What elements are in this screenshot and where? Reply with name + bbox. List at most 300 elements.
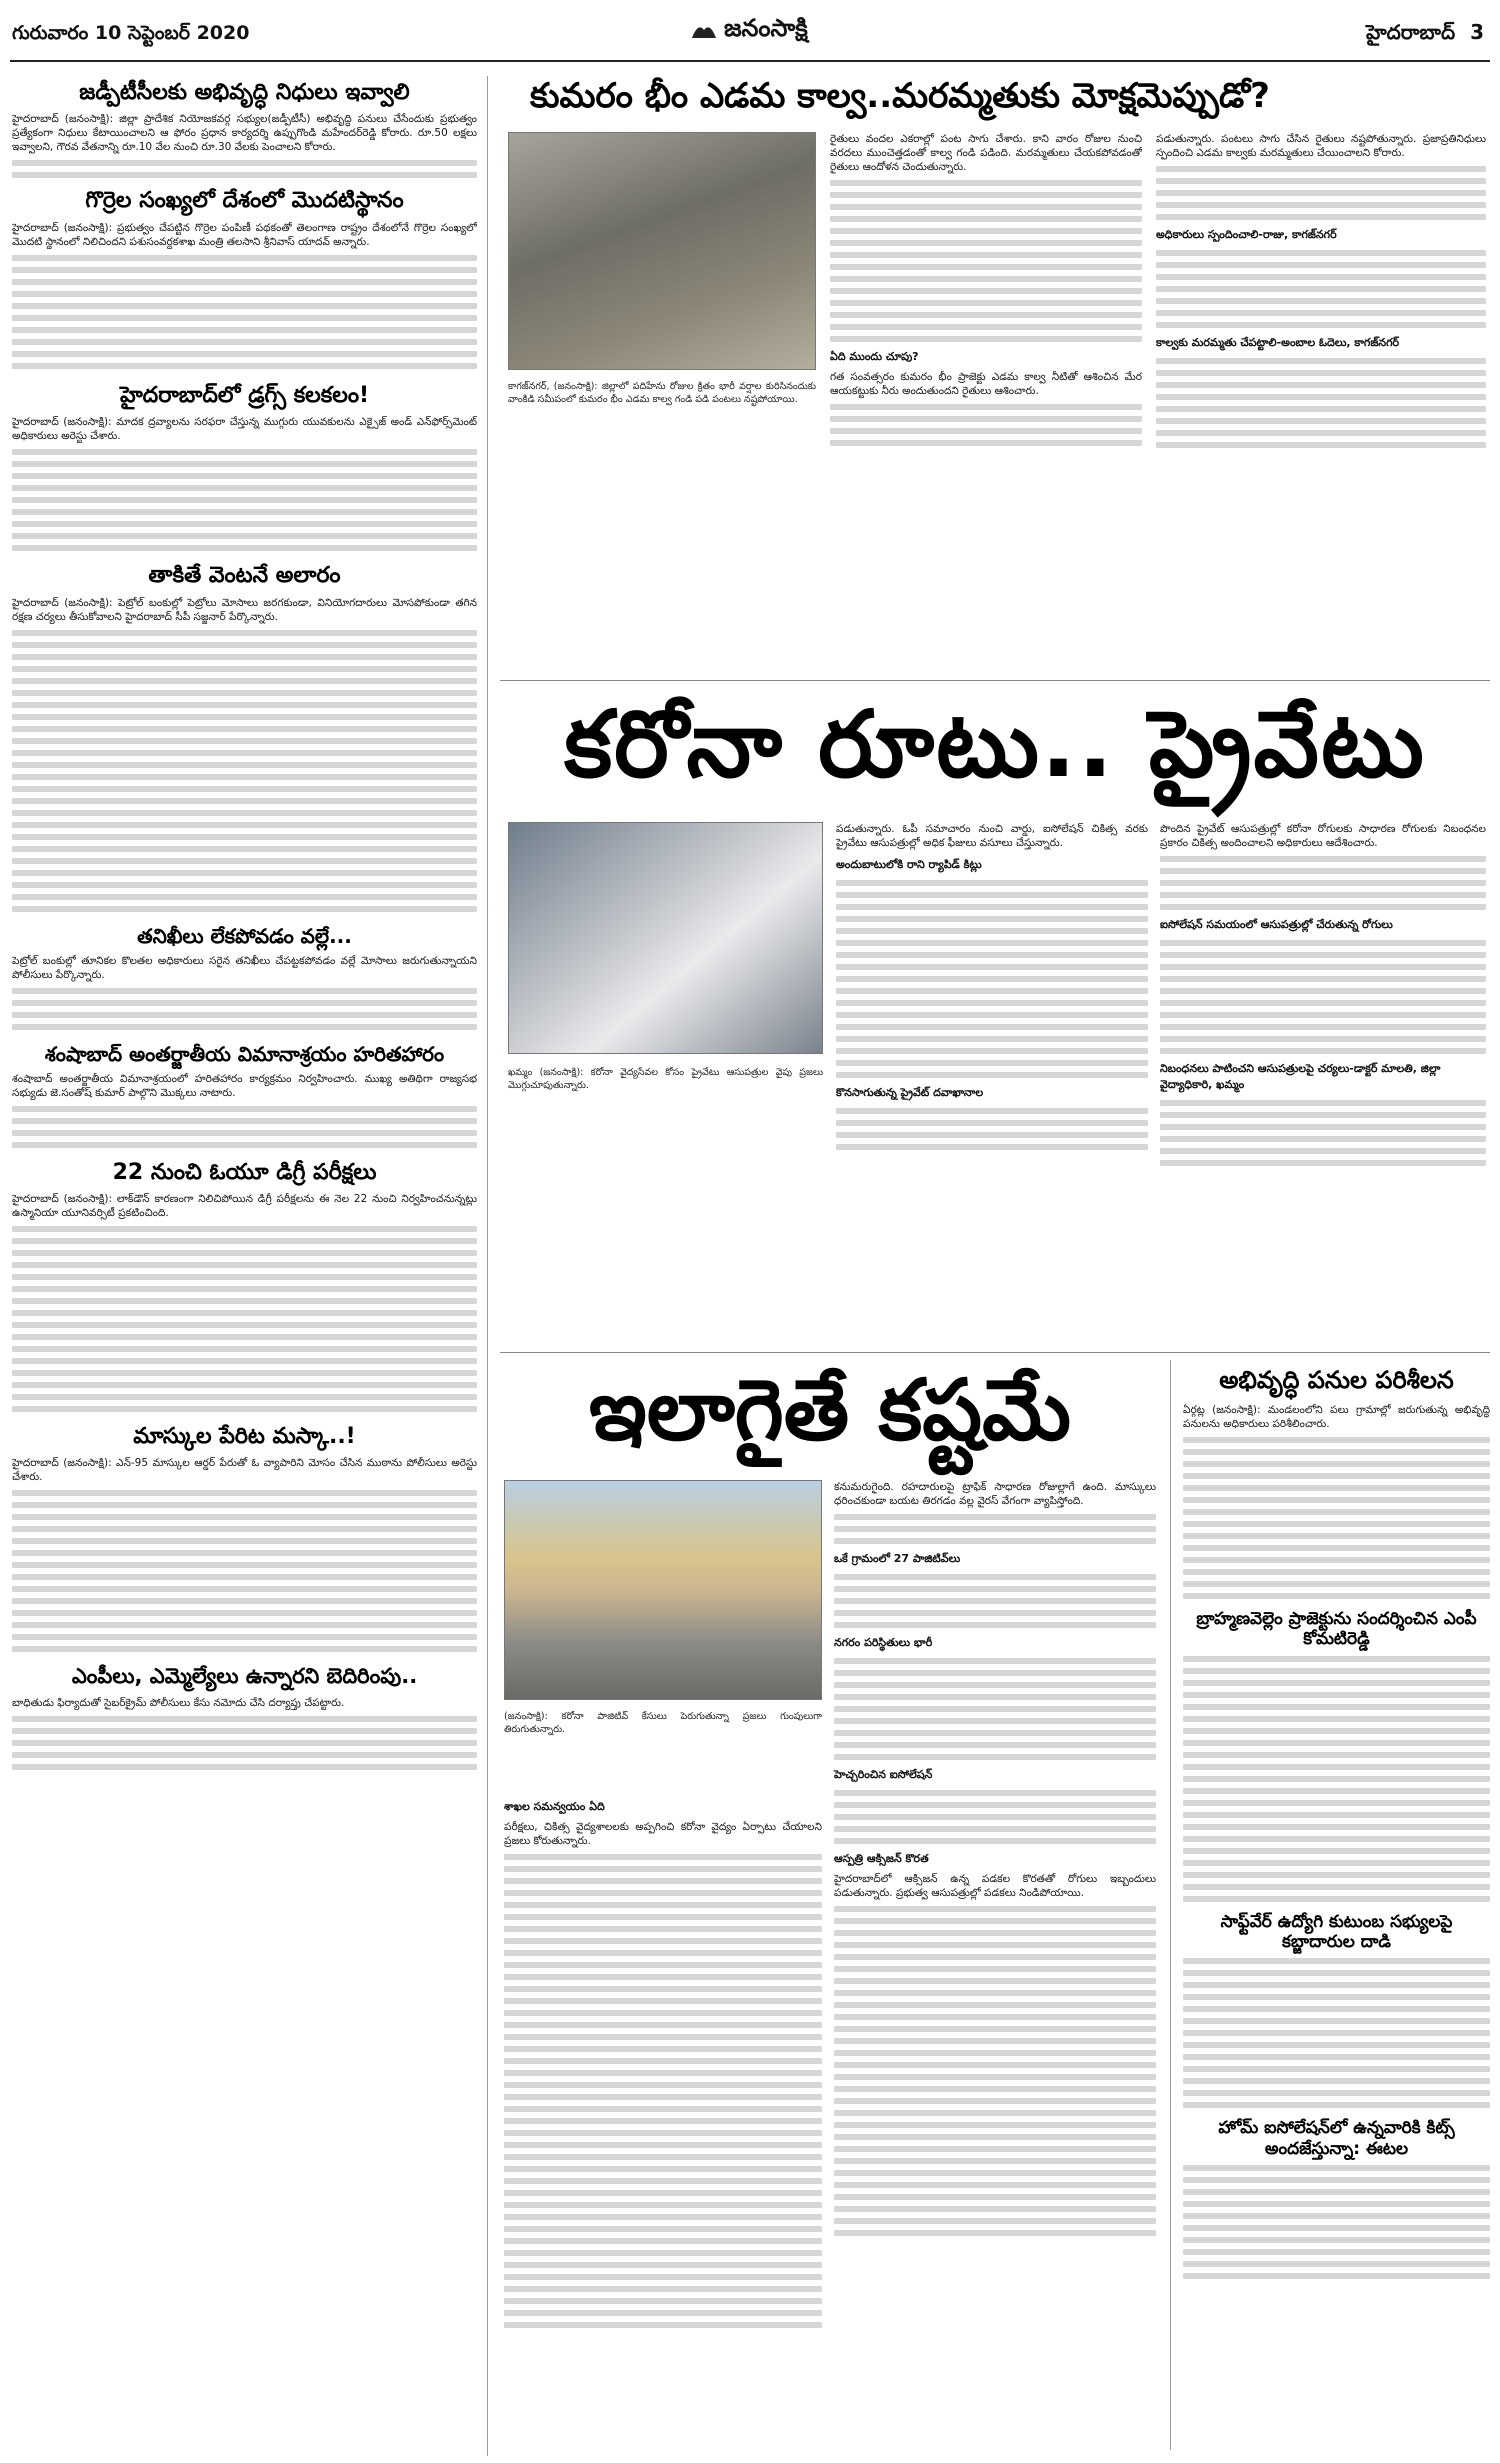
text-line (12, 858, 477, 864)
text-line (1183, 1521, 1490, 1527)
text-line (836, 1000, 1148, 1006)
text-line (12, 1286, 477, 1292)
text-line (12, 160, 477, 166)
text-line (12, 521, 477, 527)
text-line (1183, 1656, 1490, 1662)
column-2 (834, 1480, 1156, 2440)
text-line (12, 1752, 477, 1758)
text-line (1160, 1024, 1486, 1030)
text-line (12, 630, 477, 636)
text-line (1183, 1485, 1490, 1491)
text-line (1183, 2030, 1490, 2036)
text-line (834, 1730, 1156, 1736)
text-line (12, 1406, 477, 1412)
text-line (1183, 1581, 1490, 1587)
text-line (12, 798, 477, 804)
text-line (830, 276, 1142, 282)
text-line (1156, 322, 1486, 328)
text-line (504, 1938, 822, 1944)
text-line (830, 440, 1142, 446)
brief-text: బాధితుడు ఫిర్యాదుతో సైబర్‌క్రైమ్‌ పోలీసులు కేసు నమోదు చేసి దర్యాప్తు చేపట్టారు. (12, 1696, 345, 1709)
text-line (830, 216, 1142, 222)
subhead: సాఫ్ట్‌వేర్‌ ఉద్యోగి కుటుంబ సభ్యులపై కబ్జాదారుల దాడి (1220, 1911, 1453, 1952)
text-line (1156, 430, 1486, 436)
text-line (12, 774, 477, 780)
brief-exams (12, 1160, 477, 1412)
brief-threats (12, 1664, 477, 1769)
text-line (12, 1634, 477, 1640)
text-line (834, 1838, 1156, 1844)
text-line (12, 1012, 477, 1018)
subhead: కాల్వకు మరమ్మతు చేపట్టాలి-అంబాల ఓదెలు, కాగజ్‌నగర్‌ (1156, 336, 1400, 349)
text-line (1183, 1449, 1490, 1455)
text-line (834, 1802, 1156, 1808)
text-line (12, 1598, 477, 1604)
text-line (504, 1950, 822, 1956)
brief-drugs (12, 383, 477, 551)
text-line (504, 2046, 822, 2052)
text-line (830, 192, 1142, 198)
text-line (12, 1490, 477, 1496)
text-line (830, 204, 1142, 210)
text-line (834, 1966, 1156, 1972)
text-line (12, 1646, 477, 1652)
text-line (504, 2034, 822, 2040)
text-line (834, 2002, 1156, 2008)
brief-text: హైదరాబాద్‌ (జనంసాక్షి): జిల్లా ప్రాదేశిక నియోజకవర్గ సభ్యుల(జడ్పీటీసీ) అభివృద్ధి పనులు చేసేందుకు ప్రభుత్వం ప్రత్యేకంగా నిధులు కేటాయించాలని ఆ ఫోరం ప్రధాన కార్యదర్శి ఉప్పుగొండి మహేందర్‌రెడ్డి కోరారు. రూ.50 లక్షలు ఇవ్వాలని, గౌరవ వేతనాన్ని రూ.10 వేల నుంచి రూ.30 వేలకు పెంచాలని కోరారు. (12, 113, 477, 154)
text-line (834, 1706, 1156, 1712)
brief-headline: హైదరాబాద్‌లో డ్రగ్స్‌ కలకలం! (119, 382, 370, 408)
text-line (1160, 904, 1486, 910)
text-line (1183, 1752, 1490, 1758)
story-headline: అభివృద్ధి పనుల పరిశీలన (1219, 1366, 1454, 1394)
text-line (1183, 2213, 1490, 2219)
text-line (504, 2106, 822, 2112)
text-line (834, 1610, 1156, 1616)
text-line (504, 2010, 822, 2016)
text-line (1183, 1896, 1490, 1902)
photo-caption: (జనంసాక్షి): కరోనా పాజిటివ్‌ కేసులు పెరుగుతున్నా ప్రజలు గుంపులుగా తిరుగుతున్నారు. (504, 1711, 822, 1735)
text-line (12, 1740, 477, 1746)
text-line (12, 1358, 477, 1364)
text-line (12, 810, 477, 816)
text-line (12, 1024, 477, 1030)
brief-text: పెట్రోల్‌ బంకుల్లో తూనికల కొలతల అధికారులు సరైన తనిఖీలు చేపట్టకపోవడం వల్లే మోసాలు జరుగుతున్నాయని పోలీసులు పేర్కొన్నారు. (12, 954, 477, 981)
text-line (12, 255, 477, 261)
text-line (12, 327, 477, 333)
text-line (1183, 2189, 1490, 2195)
text-line (12, 1514, 477, 1520)
column-2 (1160, 822, 1486, 1332)
text-line (834, 1742, 1156, 1748)
brief-text: హైదరాబాద్‌ (జనంసాక్షి): మాదక ద్రవ్యాలను సరఫరా చేస్తున్న ముగ్గురు యువకులను ఎక్సైజ్‌ అండ్‌ ఎన్‌ఫోర్స్‌మెంట్‌ అధికారులు అరెస్టు చేశారు. (12, 416, 477, 443)
text-line (12, 545, 477, 551)
text-line (830, 264, 1142, 270)
text-line (834, 1754, 1156, 1760)
text-line (504, 2238, 822, 2244)
canal-photo (508, 132, 816, 370)
text-line (504, 2274, 822, 2280)
text-line (12, 363, 477, 369)
text-line (1183, 1545, 1490, 1551)
text-line (1160, 1048, 1486, 1054)
text-line (836, 940, 1148, 946)
text-line (834, 2158, 1156, 2164)
photo-caption: కాగజ్‌నగర్‌, (జనంసాక్షి): జిల్లాలో పదిహేను రోజుల క్రితం భారీ వర్షాల కురిసినందుకు వాంకిడి సమీపంలో కుమరం భీం ఎడమ కాల్వ గండి పడి పంటలు నష్టపోయాయి. (508, 381, 816, 405)
text-line (1183, 1958, 1490, 1964)
text-line (1183, 1994, 1490, 2000)
text-line (504, 2190, 822, 2196)
text-line (830, 404, 1142, 410)
text-line (12, 172, 477, 178)
text-line (1183, 1437, 1490, 1443)
text-line (834, 2182, 1156, 2188)
subhead: నగరం పరిస్థితులు భారీ (834, 1636, 933, 1649)
text-line (836, 928, 1148, 934)
brief-alarm (12, 563, 477, 911)
text-line (504, 2166, 822, 2172)
text-line (836, 1060, 1148, 1066)
text-line (834, 1990, 1156, 1996)
text-line (1183, 1800, 1490, 1806)
text-line (834, 1658, 1156, 1664)
text-line (1160, 952, 1486, 958)
text-line (1160, 880, 1486, 886)
hospital-photo (508, 822, 823, 1054)
text-line (834, 2230, 1156, 2236)
text-line (12, 449, 477, 455)
text-line (1183, 1848, 1490, 1854)
text-line (12, 1000, 477, 1006)
story-kumaram (500, 76, 1490, 674)
text-line (504, 2310, 822, 2316)
text-line (1160, 1148, 1486, 1154)
text-line (1183, 1461, 1490, 1467)
text-line (834, 1514, 1156, 1520)
text-line (834, 2026, 1156, 2032)
text-line (1183, 1473, 1490, 1479)
issue-date: గురువారం 10 సెప్టెంబర్ 2020 (12, 22, 250, 44)
text-line (12, 1586, 477, 1592)
text-line (12, 1298, 477, 1304)
text-line (834, 1694, 1156, 1700)
text-line (1160, 1124, 1486, 1130)
text-line (834, 2146, 1156, 2152)
text-line (504, 1914, 822, 1920)
text-line (1183, 2165, 1490, 2171)
story-text: పొందిన ప్రైవేట్‌ ఆసుపత్రుల్లో కరోనా రోగులకు సాధారణ రోగులకు నిబంధనల ప్రకారం చికిత్స అందించాలని అధికారులు ఆదేశించారు. (1160, 823, 1486, 849)
text-line (1156, 286, 1486, 292)
text-line (1183, 1824, 1490, 1830)
text-line (12, 279, 477, 285)
text-line (834, 2062, 1156, 2068)
text-line (504, 2058, 822, 2064)
text-line (12, 1310, 477, 1316)
subhead: హోమ్‌ ఐసోలేషన్‌లో ఉన్నవారికి కిట్స్‌ అందజేస్తున్నా: ఈటల (1218, 2118, 1455, 2159)
section-divider (500, 680, 1490, 681)
text-line (836, 1144, 1148, 1150)
text-line (834, 1814, 1156, 1820)
story-text: రైతులు వందల ఎకరాల్లో పంట సాగు చేశారు. కాని వారం రోజుల నుంచి వరదలు ముంచెత్తడంతో కాల్వ గండి పడింది. మరమ్మతులు చేయకపోవడంతో రైతులు ఆందోళన చెందుతున్నారు. (830, 133, 1142, 173)
text-line (1183, 2261, 1490, 2267)
text-line (504, 2250, 822, 2256)
text-line (1156, 394, 1486, 400)
text-line (830, 324, 1142, 330)
city-name: హైదరాబాద్ (1366, 20, 1456, 44)
text-line (1183, 1668, 1490, 1674)
text-line (12, 533, 477, 539)
masthead-rule (10, 60, 1490, 62)
text-line (1160, 1012, 1486, 1018)
text-line (834, 2110, 1156, 2116)
brief-headline: ఎంపీలు, ఎమ్మెల్యేలు ఉన్నారని బెదిరింపు.. (71, 1664, 418, 1689)
text-line (1156, 250, 1486, 256)
text-line (836, 880, 1148, 886)
text-line (834, 2014, 1156, 2020)
text-line (834, 2038, 1156, 2044)
story-corona (500, 690, 1490, 1350)
text-line (12, 1274, 477, 1280)
text-line (12, 1262, 477, 1268)
text-line (1156, 274, 1486, 280)
text-line (1156, 442, 1486, 448)
text-line (12, 1250, 477, 1256)
text-line (834, 2050, 1156, 2056)
section-divider (500, 1352, 1490, 1353)
text-line (836, 964, 1148, 970)
left-column (12, 76, 488, 2456)
subhead: ఆస్పత్రి ఆక్సిజన్‌ కొరత (834, 1852, 929, 1865)
text-line (1160, 988, 1486, 994)
text-line (12, 1574, 477, 1580)
text-line (830, 428, 1142, 434)
text-line (12, 988, 477, 994)
text-line (836, 952, 1148, 958)
text-line (1183, 1593, 1490, 1599)
text-line (836, 1048, 1148, 1054)
text-line (12, 1526, 477, 1532)
story-text: కనుమరుగైంది. రహదారులపై ట్రాఫిక్‌ సాధారణ రోజుల్లాగే ఉంది. మాస్కులు ధరించకుండా బయట తిరగడం వల్ల వైరస్‌ వేగంగా వ్యాపిస్తోంది. (834, 1481, 1156, 1507)
text-line (1183, 1509, 1490, 1515)
story-text: పడుతున్నారు. ఓపీ సమాచారం నుంచి వార్డు, ఐసోలేషన్‌ చికిత్స వరకు ప్రైవేటు ఆసుపత్రుల్లో అధిక ఫీజులు వసూలు చేస్తున్నారు. (836, 823, 1148, 849)
text-line (12, 846, 477, 852)
text-line (12, 1346, 477, 1352)
text-line (836, 1132, 1148, 1138)
text-line (1183, 1860, 1490, 1866)
text-line (1160, 1136, 1486, 1142)
text-line (12, 291, 477, 297)
text-line (12, 906, 477, 912)
text-line (836, 916, 1148, 922)
subhead: నిబంధనలు పాటించని ఆసుపత్రులపై చర్యలు-డాక్టర్‌ మాలతి, జిల్లా వైద్యాధికారి, ఖమ్మం (1160, 1062, 1441, 1091)
text-line (834, 1682, 1156, 1688)
crowd-photo (504, 1480, 822, 1700)
text-line (1183, 2249, 1490, 2255)
text-line (504, 2094, 822, 2100)
text-line (1183, 2225, 1490, 2231)
text-line (12, 1370, 477, 1376)
text-line (1183, 2177, 1490, 2183)
text-line (12, 1334, 477, 1340)
story-text: ఏర్గట్ల (జనంసాక్షి): మండలంలోని పలు గ్రామాల్లో జరుగుతున్న అభివృద్ధి పనులను అధికారులు పరిశీలించారు. (1183, 1403, 1490, 1430)
text-line (504, 2202, 822, 2208)
brief-text: హైదరాబాద్‌ (జనంసాక్షి): ఎన్‌-95 మాస్కుల ఆర్డర్‌ పేరుతో ఓ వ్యాపారిని మోసం చేసిన ముఠాను పోలీసులు అరెస్టు చేశారు. (12, 1457, 477, 1484)
text-line (1183, 2042, 1490, 2048)
text-line (1183, 1872, 1490, 1878)
text-line (12, 870, 477, 876)
text-line (834, 2122, 1156, 2128)
text-line (504, 2154, 822, 2160)
brief-headline: మాస్కుల పేరిట మస్కా..! (133, 1423, 356, 1449)
text-line (1183, 1728, 1490, 1734)
text-line (504, 1854, 822, 1860)
text-line (830, 300, 1142, 306)
text-line (1183, 1680, 1490, 1686)
text-line (1183, 1740, 1490, 1746)
text-line (834, 1718, 1156, 1724)
subhead: అందుబాటులోకి రాని ర్యాపిడ్‌ కిట్లు (836, 858, 982, 871)
text-line (504, 2322, 822, 2328)
text-line (1160, 964, 1486, 970)
brief-text: హైదరాబాద్‌ (జనంసాక్షి): ప్రభుత్వం చేపట్టిన గొర్రెల పంపిణీ పథకంతో తెలంగాణ రాష్ట్రం దేశంలోనే గొర్రెల సంఖ్యలో మొదటి స్థానంలో నిలిచిందని పశుసంవర్ధకశాఖ మంత్రి తలసాని శ్రీనివాస్‌ యాదవ్‌ అన్నారు. (12, 221, 477, 248)
story-development (1170, 1360, 1490, 2450)
text-line (834, 1978, 1156, 1984)
text-line (12, 497, 477, 503)
text-line (12, 1382, 477, 1388)
text-line (12, 1142, 477, 1148)
story-text: గత సంవత్సరం కుమరం భీం ప్రాజెక్టు ఎడమ కాల్వ నీటితో ఆశించిన మేర ఆయకట్టుకు నీరు అందుతుందని రైతులు ఆశించారు. (830, 371, 1142, 397)
text-line (12, 509, 477, 515)
text-line (12, 750, 477, 756)
text-line (12, 666, 477, 672)
brief-airport (12, 1042, 477, 1148)
text-line (836, 976, 1148, 982)
masthead (0, 0, 1500, 70)
text-line (12, 1716, 477, 1722)
brief-text: హైదరాబాద్‌ (జనంసాక్షి): పెట్రోల్‌ బంకుల్లో పెట్రోలు మోసాలు జరగకుండా, వినియోగదారులు మోసపోకుండా తగిన రక్షణ చర్యలు తీసుకోవాలని హైదరాబాద్‌ సీపీ సజ్జనార్‌ పేర్కొన్నారు. (12, 596, 477, 623)
text-line (1160, 1100, 1486, 1106)
text-line (1183, 2201, 1490, 2207)
text-line (1156, 382, 1486, 388)
text-line (834, 1790, 1156, 1796)
text-line (504, 2070, 822, 2076)
text-line (834, 1942, 1156, 1948)
text-line (504, 1998, 822, 2004)
text-line (834, 1526, 1156, 1532)
text-line (836, 1012, 1148, 1018)
text-line (504, 1926, 822, 1932)
text-line (1183, 2273, 1490, 2279)
text-line (1156, 310, 1486, 316)
subhead: ఏది ముందు చూపు? (830, 350, 919, 363)
text-line (12, 738, 477, 744)
story-headline: కుమరం భీం ఎడమ కాల్వ..మరమ్మతుకు మోక్షమెప్పుడో? (530, 76, 1270, 116)
brief-headline: జడ్పీటీసీలకు అభివృద్ధి నిధులు ఇవ్వాలి (79, 80, 410, 105)
text-line (834, 2098, 1156, 2104)
text-line (834, 1670, 1156, 1676)
brief-sheep (12, 188, 477, 368)
text-line (1183, 2006, 1490, 2012)
photo-caption: ఖమ్మం (జనంసాక్షి): కరోనా వైద్యసేవల కోసం ప్రైవేటు ఆసుపత్రుల వైపు ప్రజలు మొగ్గుచూపుతున్నారు. (508, 1067, 823, 1091)
text-line (504, 2130, 822, 2136)
brief-headline: శంషాబాద్‌ అంతర్జాతీయ విమానాశ్రయం హరితహారం (44, 1041, 445, 1066)
text-line (1183, 1812, 1490, 1818)
text-line (12, 1226, 477, 1232)
brief-headline: 22 నుంచి ఓయూ డిగ్రీ పరీక్షలు (112, 1159, 377, 1185)
text-line (504, 1986, 822, 1992)
paper-logo (690, 14, 808, 48)
text-line (834, 1622, 1156, 1628)
text-line (12, 303, 477, 309)
text-line (12, 822, 477, 828)
text-line (12, 894, 477, 900)
text-line (1183, 1716, 1490, 1722)
text-line (504, 2214, 822, 2220)
edition-city (1366, 20, 1484, 49)
brief-headline: తనిఖీలు లేకపోవడం వల్లే... (137, 923, 352, 948)
text-line (12, 1394, 477, 1400)
text-line (836, 1120, 1148, 1126)
text-line (1156, 214, 1486, 220)
text-line (1183, 1569, 1490, 1575)
text-line (12, 762, 477, 768)
story-headline: ఇలాగైతే కష్టమే (588, 1361, 1071, 1459)
text-line (12, 702, 477, 708)
story-headline: కరోనా రూటు.. ప్రైవేటు (564, 691, 1426, 798)
text-line (836, 988, 1148, 994)
text-line (1183, 1836, 1490, 1842)
text-line (834, 2206, 1156, 2212)
text-line (836, 1036, 1148, 1042)
text-line (834, 1826, 1156, 1832)
text-line (834, 1598, 1156, 1604)
text-line (1160, 1160, 1486, 1166)
text-line (12, 834, 477, 840)
text-line (834, 2074, 1156, 2080)
text-line (836, 1108, 1148, 1114)
text-line (834, 1586, 1156, 1592)
text-line (1160, 1036, 1486, 1042)
text-line (12, 1562, 477, 1568)
text-line (836, 892, 1148, 898)
text-line (834, 2218, 1156, 2224)
text-line (1156, 202, 1486, 208)
text-line (12, 1538, 477, 1544)
text-line (830, 228, 1142, 234)
subhead: శాఖల సమన్వయం ఏది (504, 1800, 605, 1813)
text-line (830, 336, 1142, 342)
text-line (12, 1550, 477, 1556)
text-line (834, 1538, 1156, 1544)
text-line (1183, 1970, 1490, 1976)
text-line (1183, 2054, 1490, 2060)
text-line (504, 1962, 822, 1968)
subhead: హెచ్చరించిన ఐసోలేషన్‌ (834, 1768, 933, 1781)
text-line (504, 2226, 822, 2232)
text-line (1183, 2018, 1490, 2024)
text-line (12, 882, 477, 888)
text-line (12, 642, 477, 648)
text-line (12, 1238, 477, 1244)
text-line (836, 1072, 1148, 1078)
text-line (12, 339, 477, 345)
text-line (1183, 1497, 1490, 1503)
text-line (12, 726, 477, 732)
text-line (1156, 298, 1486, 304)
text-line (830, 252, 1142, 258)
text-line (504, 2298, 822, 2304)
text-line (12, 267, 477, 273)
